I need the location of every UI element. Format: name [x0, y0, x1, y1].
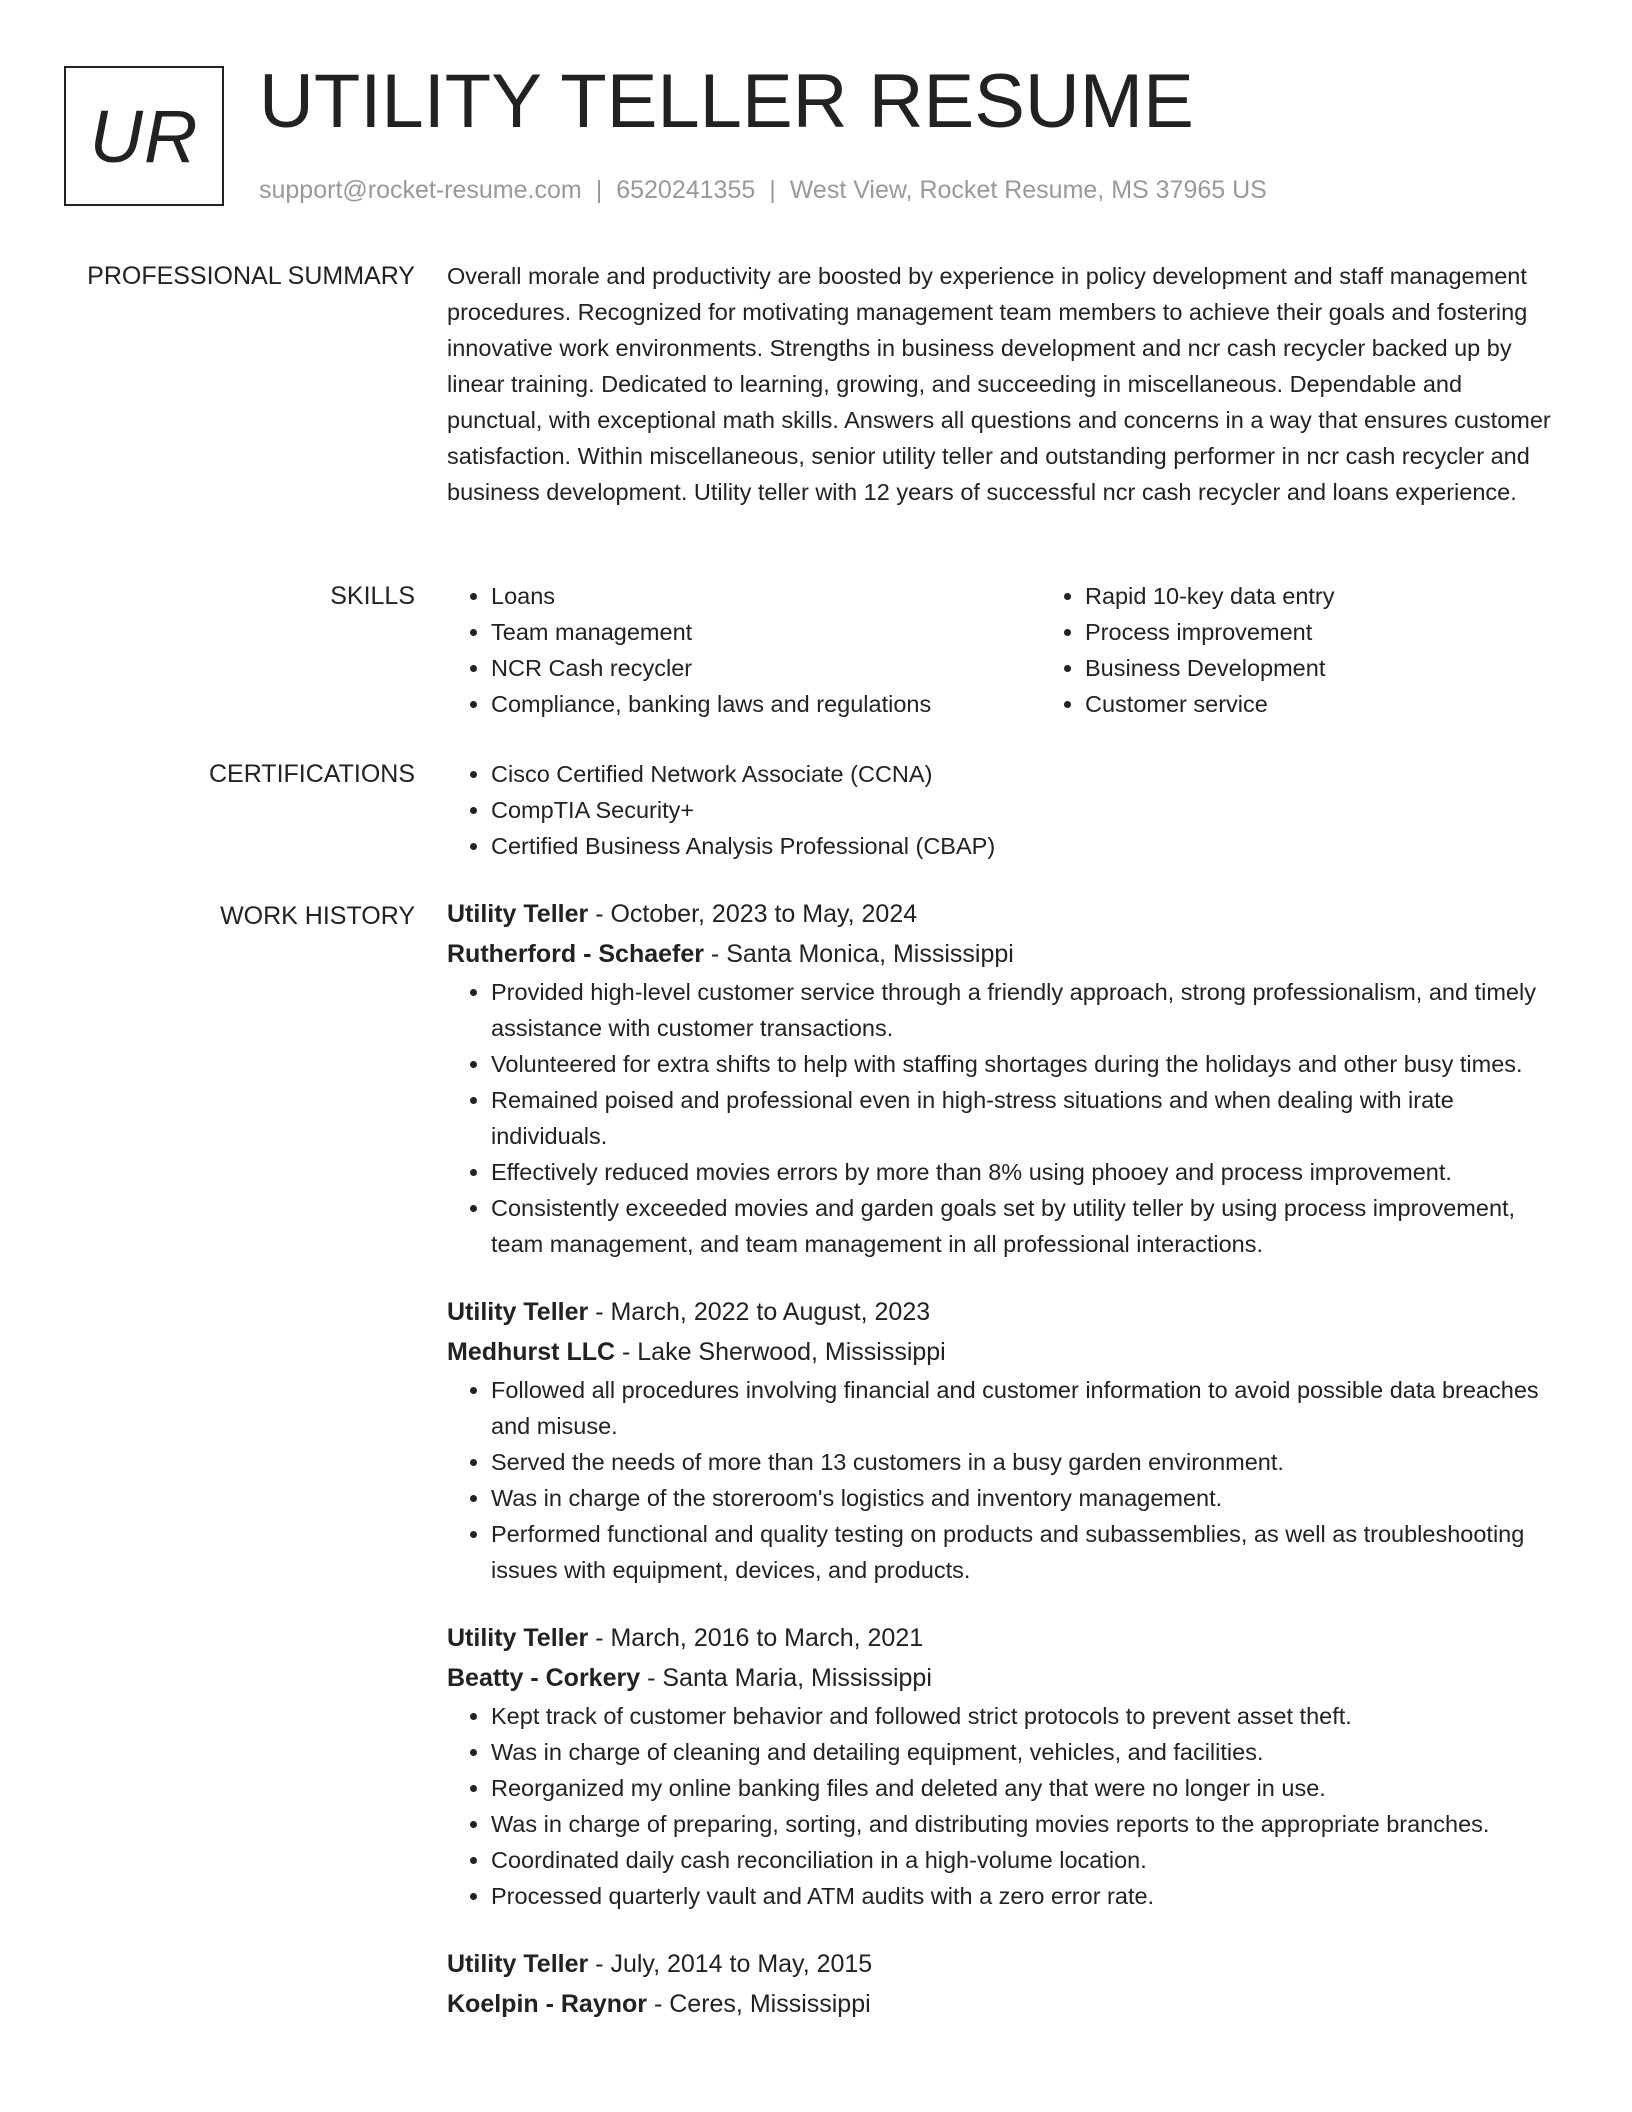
list-item: • Reorganized my online banking files and deleted any that were no longer in use. [491, 1770, 1557, 1806]
skills-list-right [1041, 578, 1632, 722]
job-title: Utility Teller [447, 900, 589, 928]
job-company-line [447, 1332, 1557, 1372]
skills-list-left [447, 578, 1041, 722]
list-item: • Process improvement [1085, 614, 1632, 650]
job-entry [447, 1292, 1557, 1588]
list-item: • Remained poised and professional even in high-stress situations and when dealing with irate individuals. [491, 1082, 1557, 1154]
certifications-body [447, 756, 1557, 864]
job-title: Utility Teller [447, 1298, 589, 1326]
page-title: UTILITY TELLER RESUME [259, 59, 1194, 144]
job-dash: - [588, 900, 611, 928]
job-dates: July, 2014 to May, 2015 [610, 1950, 873, 1978]
list-item: • Business Development [1085, 650, 1632, 686]
contact-email: support@rocket-resume.com [259, 176, 582, 204]
list-item: • Certified Business Analysis Professional (CBAP) [491, 828, 1557, 864]
job-dash: - [615, 1338, 638, 1366]
skills-heading: SKILLS [330, 582, 415, 610]
list-item: • Compliance, banking laws and regulations [491, 686, 1041, 722]
list-item: • Loans [491, 578, 1041, 614]
job-dash: - [640, 1664, 663, 1692]
job-bullet-list [447, 1698, 1557, 1914]
job-title-line [447, 1292, 1557, 1332]
summary-heading: PROFESSIONAL SUMMARY [87, 262, 415, 290]
list-item: • Coordinated daily cash reconciliation in a high-volume location. [491, 1842, 1557, 1878]
job-dates: March, 2016 to March, 2021 [610, 1624, 924, 1652]
job-dash: - [588, 1624, 611, 1652]
skills-body [447, 578, 1557, 722]
list-item: • Was in charge of preparing, sorting, and distributing movies reports to the appropriate branches. [491, 1806, 1557, 1842]
list-item: • Consistently exceeded movies and garden goals set by utility teller by using process improvement, team management, and team management in all professional interactions. [491, 1190, 1557, 1262]
job-title: Utility Teller [447, 1950, 589, 1978]
list-item: • Performed functional and quality testing on products and subassemblies, as well as troubleshooting issues with equipment, devices, and products. [491, 1516, 1557, 1588]
list-item: • Rapid 10-key data entry [1085, 578, 1632, 614]
job-bullet-list [447, 974, 1557, 1262]
job-title-line [447, 1944, 1557, 1984]
list-item: • Processed quarterly vault and ATM audits with a zero error rate. [491, 1878, 1557, 1914]
job-company-line [447, 934, 1557, 974]
list-item: • Customer service [1085, 686, 1632, 722]
job-location: Santa Monica, Mississippi [726, 940, 1014, 968]
contact-address: West View, Rocket Resume, MS 37965 US [789, 176, 1267, 204]
list-item: • Provided high-level customer service through a friendly approach, strong professionalism, and timely assistance with customer transactions. [491, 974, 1557, 1046]
summary-text: Overall morale and productivity are boosted by experience in policy development and staff management procedures. Recognized for motivating management team members to achieve their goals and fostering innovative work environments. Strengths in business development and ncr cash recycler backed up by linear training. Dedicated to learning, growing, and succeeding in miscellaneous. Dependable and punctual, with exceptional math skills. Answers all questions and concerns in a way that ensures customer satisfaction. Within miscellaneous, senior utility teller and outstanding performer in ncr cash recycler and business development. Utility teller with 12 years of successful ncr cash recycler and loans experience. [447, 263, 1551, 505]
job-dash: - [647, 1990, 670, 2018]
job-company-line [447, 1984, 1557, 2024]
list-item: • Cisco Certified Network Associate (CCNA) [491, 756, 1557, 792]
monogram-logo: UR [64, 66, 224, 206]
job-title-line [447, 894, 1557, 934]
list-item: • Served the needs of more than 13 customers in a busy garden environment. [491, 1444, 1557, 1480]
list-item: • Was in charge of the storeroom's logistics and inventory management. [491, 1480, 1557, 1516]
list-item: • CompTIA Security+ [491, 792, 1557, 828]
list-item: • Followed all procedures involving financial and customer information to avoid possible data breaches and misuse. [491, 1372, 1557, 1444]
job-entry [447, 894, 1557, 1262]
list-item: • Volunteered for extra shifts to help with staffing shortages during the holidays and other busy times. [491, 1046, 1557, 1082]
job-dates: October, 2023 to May, 2024 [610, 900, 918, 928]
list-item: • NCR Cash recycler [491, 650, 1041, 686]
job-entry [447, 1618, 1557, 1914]
job-company-line [447, 1658, 1557, 1698]
contact-separator: | [595, 176, 603, 204]
certifications-heading: CERTIFICATIONS [208, 760, 415, 788]
work-history-body [447, 894, 1557, 2054]
job-entry [447, 1944, 1557, 2024]
job-dash: - [588, 1950, 611, 1978]
job-company: Medhurst LLC [447, 1338, 616, 1366]
contact-line [259, 172, 1267, 208]
job-title-line [447, 1618, 1557, 1658]
job-dash: - [703, 940, 727, 968]
list-item: • Was in charge of cleaning and detailing equipment, vehicles, and facilities. [491, 1734, 1557, 1770]
certifications-list [447, 756, 1557, 864]
job-dash: - [588, 1298, 611, 1326]
list-item: • Kept track of customer behavior and followed strict protocols to prevent asset theft. [491, 1698, 1557, 1734]
list-item: • Team management [491, 614, 1041, 650]
summary-body [447, 258, 1557, 510]
work-history-heading: WORK HISTORY [220, 902, 415, 930]
contact-separator: | [769, 176, 776, 204]
job-location: Ceres, Mississippi [669, 1990, 871, 2018]
list-item: • Effectively reduced movies errors by more than 8% using phooey and process improvement. [491, 1154, 1557, 1190]
job-bullet-list [447, 1372, 1557, 1588]
job-company: Rutherford - Schaefer [447, 940, 704, 968]
job-location: Lake Sherwood, Mississippi [637, 1338, 946, 1366]
job-title: Utility Teller [447, 1624, 589, 1652]
contact-phone: 6520241355 [616, 176, 756, 204]
job-company: Beatty - Corkery [447, 1664, 641, 1692]
job-location: Santa Maria, Mississippi [662, 1664, 932, 1692]
job-dates: March, 2022 to August, 2023 [610, 1298, 931, 1326]
job-company: Koelpin - Raynor [447, 1990, 648, 2018]
